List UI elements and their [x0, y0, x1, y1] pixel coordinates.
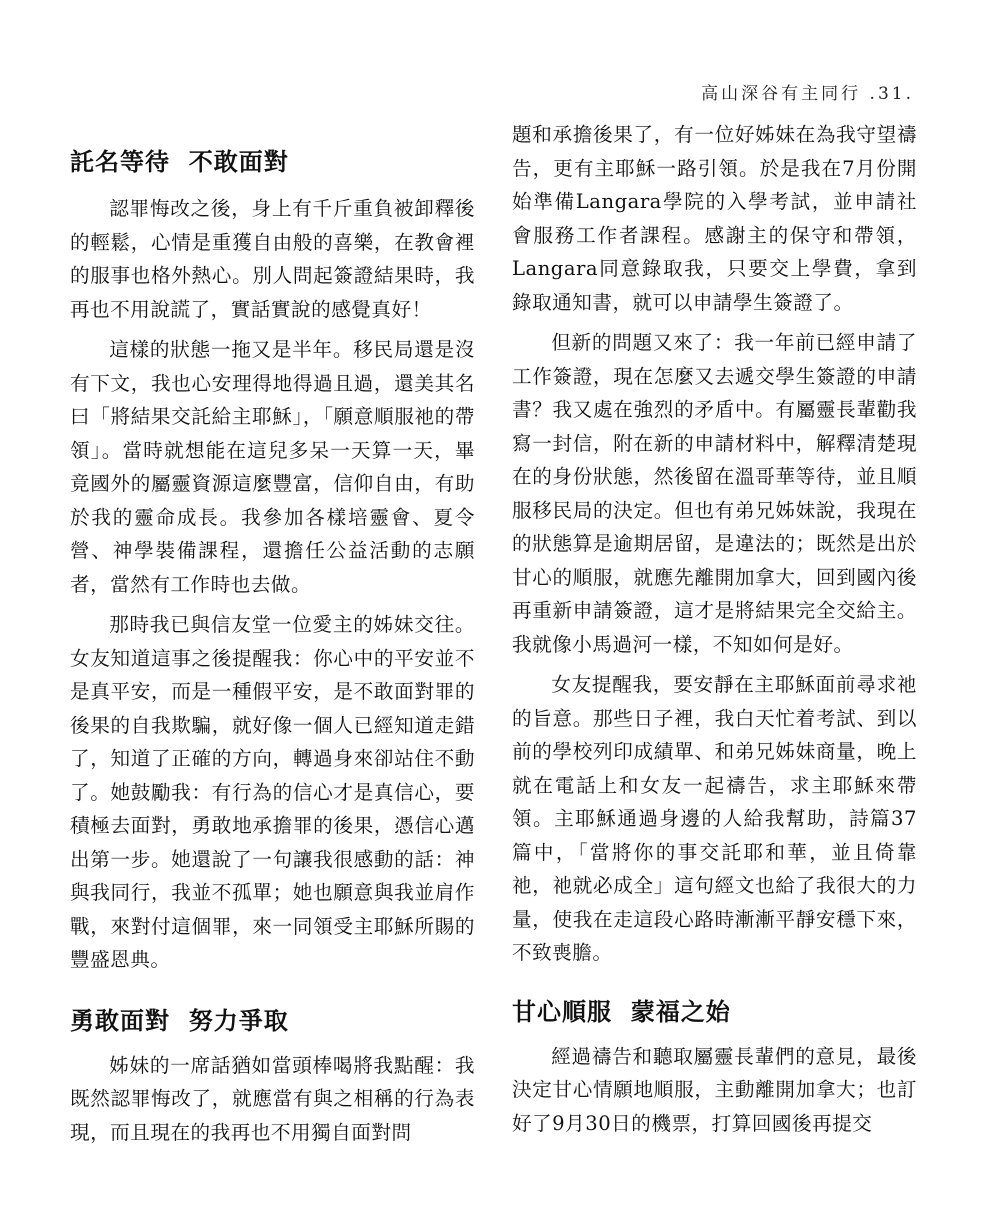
left-column	[70, 118, 475, 1149]
section-heading-obey: 甘心順服 蒙福之始	[512, 997, 731, 1026]
paragraph: 那時我已與信友堂一位愛主的姊妹交往。女友知道這事之後提醒我：你心中的平安並不是真平安，而是一種假平安，是不敢面對罪的後果的自我欺騙，就好像一個人已經知道走錯了，知道了正確的方向，轉過身來卻站住不動了。她鼓勵我：有行為的信心才是真信心，要積極去面對，勇敢地承擔罪的後果，憑信心邁出第一步。她還說了一句讓我很感動的話：神與我同行，我並不孤單；她也願意與我並肩作戰，來對付這個罪，來一同領受主耶穌所賜的豐盛恩典。	[70, 613, 475, 971]
paragraph: 女友提醒我，要安靜在主耶穌面前尋求祂的旨意。那些日子裡，我白天忙着考試、到以前的學校列印成績單、和弟兄姊妹商量，晚上就在電話上和女友一起禱告，求主耶穌來帶領。主耶穌通過身邊的人給我幫助，詩篇37篇中，「當將你的事交託耶和華，並且倚靠祂，祂就必成全」這句經文也給了我很大的力量，使我在走這段心路時漸漸平靜安穩下來，不致喪膽。	[512, 673, 917, 964]
right-column	[512, 118, 917, 1140]
paragraph: 這樣的狀態一拖又是半年。移民局還是沒有下文，我也心安理得地得過且過，還美其名曰「將結果交託給主耶穌」，「願意順服祂的帶領」。當時就想能在這兒多呆一天算一天，畢竟國外的屬靈資源這麼豐富，信仰自由，有助於我的靈命成長。我參加各樣培靈會、夏令營、神學裝備課程，還擔任公益活動的志願者，當然有工作時也去做。	[70, 338, 475, 596]
running-header: 高山深谷有主同行 .31.	[701, 84, 914, 104]
paragraph: 但新的問題又來了：我一年前已經申請了工作簽證，現在怎麼又去遞交學生簽證的申請書？我又處在強烈的矛盾中。有屬靈長輩勸我寫一封信，附在新的申請材料中，解釋清楚現在的身份狀態，然後留在溫哥華等待，並且順服移民局的決定。但也有弟兄姊妹說，我現在的狀態算是逾期居留，是違法的；既然是出於甘心的順服，就應先離開加拿大，回到國內後再重新申請簽證，這才是將結果完全交給主。我就像小馬過河一樣，不知如何是好。	[512, 331, 917, 656]
paragraph: 姊妹的一席話猶如當頭棒喝將我點醒：我既然認罪悔改了，就應當有與之相稱的行為表現，而且現在的我再也不用獨自面對問	[70, 1053, 475, 1144]
paragraph: 經過禱告和聽取屬靈長輩們的意見，最後決定甘心情願地順服，主動離開加拿大；也訂好了9月30日的機票，打算回國後再提交	[512, 1044, 917, 1135]
paragraph-continued: 題和承擔後果了，有一位好姊妹在為我守望禱告，更有主耶穌一路引領。於是我在7月份開始準備Langara學院的入學考試，並申請社會服務工作者課程。感謝主的保守和帶領，Langara同意錄取我，只要交上學費，拿到錄取通知書，就可以申請學生簽證了。	[512, 123, 917, 314]
section-heading-wait: 託名等待 不敢面對	[70, 148, 289, 176]
section-heading-face: 勇敢面對 努力爭取	[70, 1006, 289, 1035]
paragraph: 認罪悔改之後，身上有千斤重負被卸釋後的輕鬆，心情是重獲自由般的喜樂，在教會裡的服事也格外熱心。別人問起簽證結果時，我再也不用說謊了，實話實說的感覺真好！	[70, 197, 475, 321]
